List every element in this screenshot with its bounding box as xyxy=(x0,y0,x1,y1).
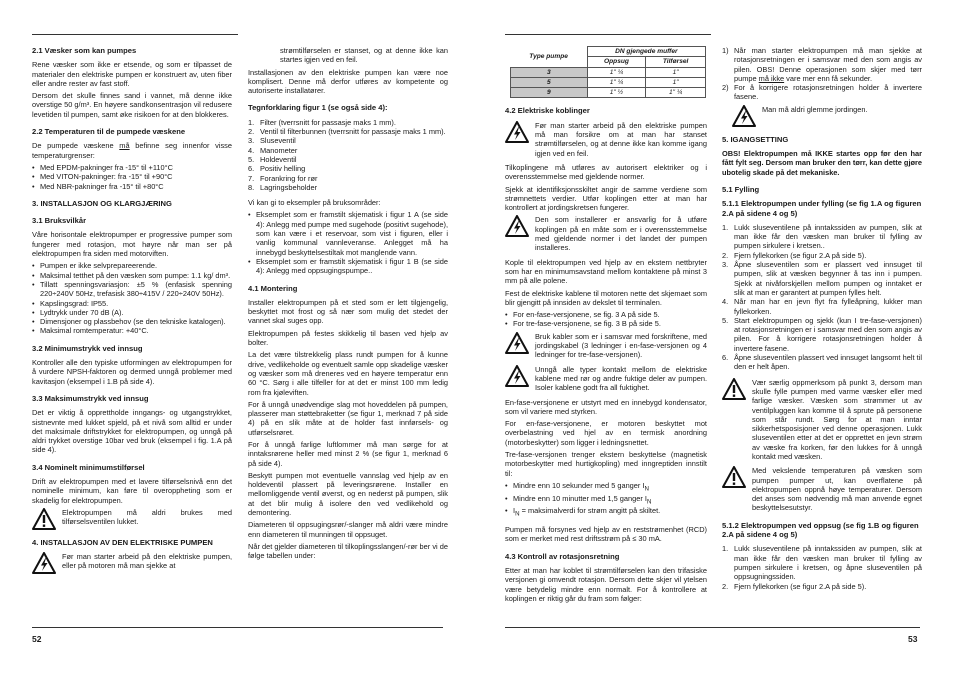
warning-note: Unngå alle typer kontakt mellom de elektriske kablene med rør og andre fuktige deler av pumpen. Isoler kablene godt fra all fuktighet. xyxy=(505,365,707,393)
list-item: • Med VITON-pakninger: fra -15° til +90°C xyxy=(32,172,232,181)
heading-5: 5. IGANGSETTING xyxy=(722,134,789,144)
heading-5-1: 5.1 Fylling xyxy=(722,184,760,194)
bottom-rule-right xyxy=(505,627,920,628)
table-header-oppsug: Oppsug xyxy=(587,57,646,67)
paragraph: Det er viktig å opprettholde inngangs- og utgangstrykket, sistnevnte med lukket spjeld, på et nivå som alltid er under det maksimale driftstrykket for elektropumpen, og unngå på aldri trykket overstige 10bar ved bruk (eksempel i fig. 1.A på side 4). xyxy=(32,408,232,455)
page-number-left: 52 xyxy=(32,634,42,644)
list-item: • Mindre enn 10 sekunder med 5 ganger $I_N$ xyxy=(505,481,707,494)
list-item: 6. Positiv helling xyxy=(248,164,306,174)
paragraph: For å unngå unødvendige slag mot hoveddelen på pumpen, plasserer man støttebraketter (se figur 1, merknad 7 på side 4) på en slik måte at de holder fast innførsels- og utførselsrøret. xyxy=(248,399,448,437)
warning-note: Elektropumpen må aldri brukes med tilførselsventilen lukket. xyxy=(32,508,232,530)
list-item: 1. Lukk sluseventilene på inntakssiden av pumpen, slik at man ikke får den væsken man bruker til fylling av pumpen sirkulere i kretsen, og åpne sluseventilen på oppsugningssiden. xyxy=(722,544,922,582)
paragraph: Fest de elektriske kablene til motoren nette det skjemaet som blir gjengitt på innsiden av dekslet til terminalen. xyxy=(505,288,707,307)
paragraph: Kontroller alle den typiske utformingen av elektropumpen for å vurdere NPSH-faktoren og dermed unngå problemer med kavitasjon (eksempel i 1.B på side 4). xyxy=(32,358,232,386)
warning-note: Man må aldri glemme jordingen. xyxy=(722,105,922,127)
heading-4-1: 4.1 Montering xyxy=(248,283,298,293)
list-item: 5. Holdeventil xyxy=(248,154,297,164)
conditions-list xyxy=(32,261,232,335)
paragraph: Rene væsker som ikke er etsende, og som er tilpasset de materialer den elektriske pumpen er konstruert av, uten fiber eller andre rester av fast stoff. xyxy=(32,60,232,88)
high-voltage-icon xyxy=(732,105,756,127)
heading-2-2: 2.2 Temperaturen til de pumpede væskene xyxy=(32,127,186,137)
legend-list xyxy=(248,118,448,192)
heading-3-3: 3.3 Maksimumstrykk ved innsug xyxy=(32,393,149,403)
paragraph: For å unngå farlige luftlommer må man sørge for at inntaksrørene heller med minst 2 % (se figur 1, merknad 6 på side 4). xyxy=(248,439,448,468)
list-item: • Eksemplet som er framstilt skjematisk i figur 1 B (se side 4): Anlegg med oppsugingspumpe.. xyxy=(248,257,448,276)
top-rule-right xyxy=(505,34,711,35)
high-voltage-icon xyxy=(505,332,529,354)
heading-2-1: 2.1 Væsker som kan pumpes xyxy=(32,46,137,55)
list-item: • Med NBR-pakninger fra -15° til +80°C xyxy=(32,182,232,191)
paragraph: Kople til elektropumpen ved hjelp av en ekstern nettbryter som har en minimumsavstand mellom kontaktene på minst 3 mm på alle polene. xyxy=(505,257,707,286)
list-item: 2) For å korrigere rotasjonsretningen holder å invertere fasene. xyxy=(722,83,922,102)
heading-5-1-2: 5.1.2 Elektropumpen ved oppsug (se fig 1.B og figuren 2.A på sidene 4 og 5) xyxy=(722,520,919,540)
wiring-list xyxy=(505,310,707,329)
paragraph: Våre horisontale elektropumper er progressive pumper som fungerer med rotasjon, mot høyre når man ser på elektropumpen fra siden med motorviften. xyxy=(32,230,232,259)
paragraph: strømtilførselen er stanset, og at denne ikke kan startes igjen ved en feil. xyxy=(280,46,448,65)
list-item: 2. Ventil til filterbunnen (tverrsnitt for passasje maks 1 mm). xyxy=(248,127,446,137)
list-item: • Kapslingsgrad: IP55. xyxy=(32,299,232,308)
list-item: • Lydtrykk under 70 dB (A). xyxy=(32,308,232,317)
paragraph: Sjekk at identifiksjonsskiltet angir de samme verdiene som strømnettets verdier. Utfør koplingen etter at man har kontrollert at jordingskretsen fungerer. xyxy=(505,184,707,213)
heading-4-3: 4.3 Kontroll av rotasjonsretning xyxy=(505,551,620,561)
page52-column-2 xyxy=(248,46,448,564)
list-item: • Maksimal romtemperatur: +40°C. xyxy=(32,326,232,335)
warning-note: Vær særlig oppmerksom på punkt 3, dersom man skulle fylle pumpen med varme væsker eller med farlige væsker. Væsken som strømmer ut av ventilpluggen kan komme til å sprute på personene som står rundt. Sørg for at man inntar sikkerhetsposisjoner ved denne operasjonen. Lukk sluseventilen etter at det er opprettet en jevn strøm av væske fra korken, før den lukkes for å unngå kontakt med væsken. xyxy=(722,378,922,462)
list-item: • For en-fase-versjonene, se fig. 3 A på side 5. xyxy=(505,310,707,319)
warning-note: Med vekslende temperaturen på væsken som pumpen pumper ut, kan overflatene på elektropumpen oppnå høye temperaturer. Dersom det anses som nødvendig må man anvende egnet beskyttelsesutstyr. xyxy=(722,466,922,512)
table-row: 9 1" ½ 1" ¼ xyxy=(511,88,706,98)
warning-note: Før man starter arbeid på den elektriske pumpen, eller på motoren må man sjekke at xyxy=(32,552,232,574)
list-item: • For tre-fase-versjonene, se fig. 3 B på side 5. xyxy=(505,319,707,328)
list-item: • Eksemplet som er framstilt skjematisk i figur 1 A (se side 4): Anlegg med pumpe med sugehode (positivt sugehode), som kan være i et reservoar, som vist i figuren, eller i vanlig kommunal vannleveranse. Anlegget må ha innebygd beskyttelsestiltak mot manglende vann. xyxy=(248,210,448,256)
high-voltage-icon xyxy=(32,552,56,574)
paragraph: Pumpen må forsynes ved hjelp av en reststrømenhet (RCD) som er merket med rest driftsstrøm på ≤ 30 mA. xyxy=(505,525,707,544)
warning-exclamation-icon xyxy=(722,378,746,400)
list-item: • $I_N$ = maksimalverdi for strøm angitt på skiltet. xyxy=(505,506,707,519)
warning-note: Bruk kabler som er i samsvar med forskriftene, med jordingskabel (3 ledninger i en-fase-versjonen og 4 ledninger for tre-fase-versjonen). xyxy=(505,332,707,360)
paragraph: For en-fase-versjonene, er motoren beskyttet mot overbelastning ved hjel av en termisk anordning (motorbeskytter) som ligger i ledningsnettet. xyxy=(505,419,707,447)
high-voltage-icon xyxy=(505,215,529,237)
heading-3-2: 3.2 Minimumstrykk ved innsug xyxy=(32,343,143,353)
list-item: • Pumpen er ikke selvprepareerende. xyxy=(32,261,232,270)
warning-exclamation-icon xyxy=(722,466,746,488)
paragraph: Installer elektropumpen på et sted som er lett tilgjengelig, beskyttet mot frost og så nær som mulig det stedet der vannet skal suges opp. xyxy=(248,297,448,326)
heading-4-2: 4.2 Elektriske koblinger xyxy=(505,106,590,116)
page53-column-4 xyxy=(722,46,922,594)
bottom-rule-left xyxy=(32,627,443,628)
examples-list xyxy=(248,210,448,275)
paragraph: Drift av elektropumpen med et lavere tilførselsnivå enn det nominelle minimum, kan føre til overoppheting som er skadelig for elektropumpen. xyxy=(32,476,232,505)
page-number-right: 53 xyxy=(908,634,918,644)
heading-5-1-1: 5.1.1 Elektropumpen under fylling (se fig 1.A og figuren 2.A på sidene 4 og 5) xyxy=(722,199,922,218)
list-item: 1. Lukk sluseventilene på inntakssiden av pumpen, slik at man ikke får den væsken man bruker til fylling av pumpen sirkulere i kretsen.. xyxy=(722,222,922,251)
paragraph: Vi kan gi to eksempler på bruksområder: xyxy=(248,198,381,208)
heading-3: 3. INSTALLASJON OG KLARGJÆRING xyxy=(32,198,172,208)
list-item: 6. Åpne sluseventilen plassert ved innsuget langsomt helt til den er helt åpen. xyxy=(722,353,922,372)
high-voltage-icon xyxy=(505,121,529,143)
list-item: • Maksimal tetthet på den væsken som pumpe: 1.1 kg/ dm³. xyxy=(32,271,232,280)
list-item: • Med EPDM-pakninger fra -15° til +110°C xyxy=(32,163,232,172)
list-item: • Dimensjoner og plassbehov (se den tekniske katalogen). xyxy=(32,317,232,326)
heading-3-4: 3.4 Nominelt minimumstilførsel xyxy=(32,462,145,472)
paragraph: OBS! Elektropumpen må IKKE startes opp før den har fått fylt seg. Dersom man bruker den tørr, kan dette gjøre ubotelig skade på det mekaniske. xyxy=(722,149,922,177)
list-item: 4. Når man har en jevn flyt fra fylleåpning, lukker man fyllekorken. xyxy=(722,297,922,316)
paragraph: Når det gjelder diameteren til tilkoplingsslangen/-rør ber vi de følge tabellen under: xyxy=(248,541,448,561)
table-row: 5 1" ¼ 1" xyxy=(511,77,706,87)
list-item: 2. Fjern fyllekorken (se figur 2.A på side 5). xyxy=(722,250,867,260)
paragraph: Installasjonen av den elektriske pumpen kan være noe komplisert. Denne må derfor utføres av kompetente og autoriserte installatører. xyxy=(248,67,448,96)
heading-3-1: 3.1 Bruksvilkår xyxy=(32,216,87,226)
list-item: 1) Når man starter elektropumpen må man sjekke at rotasjonsretningen er i samsvar med den som angis av pilen. OBS! Denne operasjonen som skjer med tørr pumpe må ikke vare mer enn få sekunder. xyxy=(722,46,922,83)
table-header-tilforsel: Tilførsel xyxy=(646,57,706,67)
paragraph: Tilkoplingene må utføres av autorisert elektriker og i overensstemmelse med gjeldende normer. xyxy=(505,162,707,182)
warning-exclamation-icon xyxy=(32,508,56,530)
list-item: • Tillatt spenningsvariasjon: ±5 % (enfasisk spenning 220÷240V 50Hz, trefasisk 380÷415V / 220÷240V 50Hz). xyxy=(32,280,232,299)
list-item: 5. Start elektropumpen og sjekk (kun I tre-fase-versjonen) at rotasjonsretningen er i samsvar med den som angis av pilen. For å korrigere rotasjonsretningen holder å invertere fasene. xyxy=(722,315,922,353)
top-rule-left xyxy=(32,34,238,35)
list-item: 4. Manometer xyxy=(248,145,298,155)
temperature-list xyxy=(32,163,232,191)
heading-4: 4. INSTALLASJON AV DEN ELEKTRISKE PUMPEN xyxy=(32,537,213,547)
list-item: 1. Filter (tverrsnitt for passasje maks 1 mm). xyxy=(248,117,396,127)
filling-list xyxy=(722,223,922,372)
rotation-list xyxy=(722,46,922,102)
list-item: 8. Lagringsbeholder xyxy=(248,182,318,192)
suction-list xyxy=(722,544,922,590)
paragraph: Etter at man har koblet til strømtilførselen kan den trifasiske versjonen gi omvendt rotasjon. Dersom dette skjer vil ytelsen være betydelig mindre enn normalt. For å kontrollere at koplingen er riktig går du fram som følger: xyxy=(505,566,707,603)
table-header-type: Type pumpe xyxy=(511,47,588,68)
list-item: 7. Forankring for rør xyxy=(248,173,318,183)
paragraph: Dersom det skulle finnes sand i vannet, må denne ikke overstige 50 g/m³. En høyere sandkonsentrasjon vil redusere levetiden til pumpen, samt øke risikoen for at den blokkeres. xyxy=(32,91,232,119)
warning-note: Før man starter arbeid på den elektriske pumpen må man forsikre om at man har stanset strømtilførselen, og at denne ikke kan komme igang igjen ved en feil. xyxy=(505,121,707,158)
paragraph: De pumpede væskene må befinne seg innenfor visse temperaturgrenser: xyxy=(32,141,232,160)
list-item: 3. Åpne sluseventilen som er plassert ved innsuget til pumpen, slik at væsken begynner å tas inn i pumpen. Sjekk at nivåforskjellen mellom pumpen og inntaket er slik at man er garantert at pumpen fylles helt. xyxy=(722,260,922,297)
paragraph: En-fase-versjonene er utstyrt med en innebygd kondensator, som vil variere med styrken. xyxy=(505,397,707,416)
connection-table xyxy=(510,46,706,98)
table-header-group: DN gjengede muffer xyxy=(587,47,705,57)
paragraph: Elektropumpen på festes skikkelig til basen ved hjelp av bolter. xyxy=(248,328,448,348)
page53-column-3 xyxy=(505,46,707,606)
list-item: 3. Sluseventil xyxy=(248,136,296,146)
page52-column-1 xyxy=(32,46,232,579)
protection-list xyxy=(505,481,707,519)
table-row: 3 1" ¼ 1" xyxy=(511,67,706,77)
paragraph: Beskytt pumpen mot eventuelle vannslag ved hjelp av en holdeventil plassert på leveringsrørene. Installer en mellomliggende ventil øverst, og en nederst på pumpen, slik at det blir mulig å isolere den ved vedlikehold og demontering. xyxy=(248,470,448,518)
warning-note: Den som installerer er ansvarlig for å utføre koplingen på en måte som er i overensstemmelse med gjeldende normer i det landet der pumpen installeres. xyxy=(505,215,707,252)
legend-heading: Tegnforklaring figur 1 (se også side 4): xyxy=(248,103,388,113)
paragraph: Diameteren til oppsugingsrør/-slanger må aldri være mindre enn diameteren til munningen til oppsuget. xyxy=(248,520,448,539)
list-item: • Mindre enn 10 minutter med 1,5 ganger $I_N$ xyxy=(505,494,707,507)
high-voltage-icon xyxy=(505,365,529,387)
paragraph: La det være tilstrekkelig plass rundt pumpen for å kunne drive, vedlikeholde og eventuelt samle opp skadelige væsker og væsker som må dreneres ved en høyere temperatur enn 60 °C. Sørg i alle tilfeller for at det er minst 100 mm ledig rom fra kjøleviften. xyxy=(248,350,448,397)
paragraph: Tre-fase-versjonen trenger ekstern beskyttelse (magnetisk motorbeskytter med hurtigkopling) med inngreptiden innstilt til: xyxy=(505,449,707,478)
list-item: 2. Fjern fyllekorken (se figur 2.A på side 5). xyxy=(722,581,867,591)
